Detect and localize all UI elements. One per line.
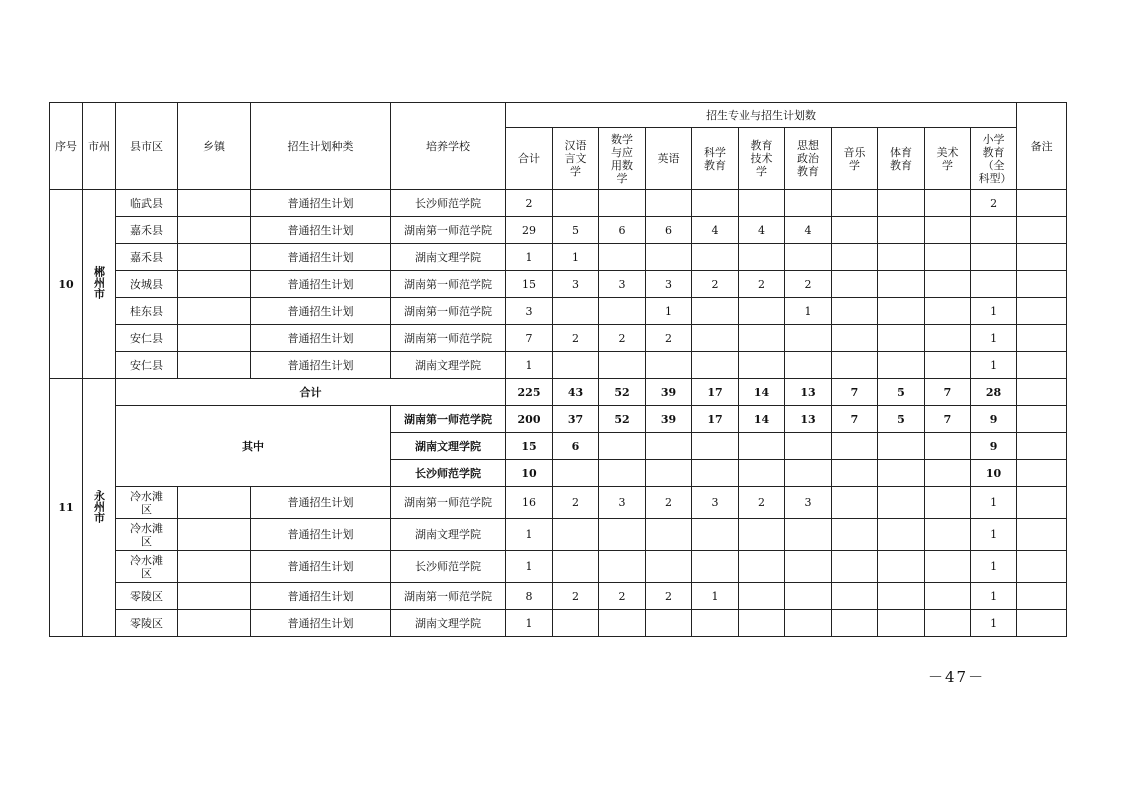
value-cell: 17 — [692, 379, 739, 406]
value-cell: 3 — [599, 487, 646, 519]
value-cell — [878, 217, 925, 244]
value-cell — [553, 298, 599, 325]
value-cell — [739, 551, 785, 583]
value-cell — [785, 433, 832, 460]
town-cell — [178, 325, 251, 352]
value-cell — [832, 487, 878, 519]
seq-cell: 11 — [50, 379, 83, 637]
value-cell: 2 — [599, 583, 646, 610]
town-cell — [178, 583, 251, 610]
value-cell: 2 — [692, 271, 739, 298]
remarks-cell — [1017, 379, 1067, 406]
value-cell: 1 — [506, 352, 553, 379]
value-cell — [925, 217, 971, 244]
table-row — [50, 244, 1067, 271]
remarks-cell — [1017, 551, 1067, 583]
value-cell — [878, 298, 925, 325]
city-cell — [83, 379, 116, 637]
value-cell: 5 — [878, 406, 925, 433]
enrollment-plan-table — [49, 102, 1067, 637]
town-cell — [178, 298, 251, 325]
value-cell — [646, 610, 692, 637]
school-cell: 湖南第一师范学院 — [391, 217, 506, 244]
value-cell — [832, 271, 878, 298]
plan-type-cell: 普通招生计划 — [251, 487, 391, 519]
town-cell — [178, 244, 251, 271]
table-body — [50, 103, 1067, 637]
county-cell: 冷水滩区 — [116, 519, 178, 551]
value-cell: 2 — [739, 487, 785, 519]
value-cell — [832, 298, 878, 325]
school-cell: 湖南第一师范学院 — [391, 487, 506, 519]
value-cell: 8 — [506, 583, 553, 610]
county-cell: 安仁县 — [116, 352, 178, 379]
value-cell: 4 — [739, 217, 785, 244]
value-cell: 2 — [506, 190, 553, 217]
school-cell: 湖南文理学院 — [391, 352, 506, 379]
value-cell: 16 — [506, 487, 553, 519]
value-cell: 1 — [971, 487, 1017, 519]
value-cell — [971, 244, 1017, 271]
town-cell — [178, 352, 251, 379]
value-cell: 3 — [785, 487, 832, 519]
remarks-cell — [1017, 244, 1067, 271]
value-cell — [646, 460, 692, 487]
value-cell — [646, 519, 692, 551]
value-cell: 225 — [506, 379, 553, 406]
value-cell — [739, 244, 785, 271]
plan-type-cell: 普通招生计划 — [251, 583, 391, 610]
value-cell — [925, 460, 971, 487]
value-cell: 2 — [785, 271, 832, 298]
value-cell — [878, 190, 925, 217]
table-row — [50, 519, 1067, 551]
school-cell: 湖南文理学院 — [391, 433, 506, 460]
value-cell: 5 — [878, 379, 925, 406]
plan-type-cell: 普通招生计划 — [251, 519, 391, 551]
value-cell — [692, 519, 739, 551]
value-cell — [832, 460, 878, 487]
value-cell — [553, 460, 599, 487]
value-cell: 3 — [646, 271, 692, 298]
value-cell — [785, 460, 832, 487]
value-cell: 1 — [785, 298, 832, 325]
county-cell: 零陵区 — [116, 610, 178, 637]
value-cell: 1 — [506, 244, 553, 271]
plan-type-cell: 普通招生计划 — [251, 551, 391, 583]
value-cell: 3 — [553, 271, 599, 298]
remarks-cell — [1017, 406, 1067, 433]
table-row — [50, 487, 1067, 519]
page-number: －47－ — [928, 668, 986, 686]
value-cell — [878, 352, 925, 379]
subject-header: 小学教育（全科型） — [971, 128, 1017, 190]
value-cell — [878, 551, 925, 583]
value-cell: 1 — [971, 352, 1017, 379]
value-cell: 1 — [971, 325, 1017, 352]
school-cell: 长沙师范学院 — [391, 460, 506, 487]
value-cell — [692, 551, 739, 583]
value-cell — [925, 551, 971, 583]
remarks-cell — [1017, 352, 1067, 379]
county-cell: 零陵区 — [116, 583, 178, 610]
value-cell — [646, 352, 692, 379]
county-cell: 嘉禾县 — [116, 244, 178, 271]
value-cell — [692, 460, 739, 487]
value-cell — [785, 583, 832, 610]
town-cell — [178, 190, 251, 217]
subject-header: 科学教育 — [692, 128, 739, 190]
value-cell — [832, 551, 878, 583]
subject-header: 教育技术学 — [739, 128, 785, 190]
value-cell: 1 — [971, 551, 1017, 583]
value-cell — [832, 352, 878, 379]
school-cell: 长沙师范学院 — [391, 190, 506, 217]
plan-type-cell: 普通招生计划 — [251, 271, 391, 298]
value-cell — [878, 244, 925, 271]
value-cell: 7 — [832, 406, 878, 433]
header-seq: 序号 — [50, 103, 83, 190]
plan-type-cell: 普通招生计划 — [251, 325, 391, 352]
value-cell — [785, 352, 832, 379]
remarks-cell — [1017, 190, 1067, 217]
value-cell — [553, 551, 599, 583]
value-cell: 2 — [599, 325, 646, 352]
value-cell — [878, 487, 925, 519]
plan-type-cell: 普通招生计划 — [251, 298, 391, 325]
table-row — [50, 325, 1067, 352]
value-cell — [739, 325, 785, 352]
county-cell: 嘉禾县 — [116, 217, 178, 244]
value-cell: 1 — [506, 610, 553, 637]
remarks-cell — [1017, 298, 1067, 325]
table-row — [50, 190, 1067, 217]
plan-type-cell: 普通招生计划 — [251, 217, 391, 244]
town-cell — [178, 610, 251, 637]
header-subject-group: 招生专业与招生计划数 — [506, 103, 1017, 128]
value-cell: 17 — [692, 406, 739, 433]
value-cell — [832, 519, 878, 551]
value-cell — [925, 487, 971, 519]
value-cell — [832, 217, 878, 244]
table-row — [50, 610, 1067, 637]
value-cell — [878, 433, 925, 460]
county-cell: 冷水滩区 — [116, 487, 178, 519]
value-cell — [553, 519, 599, 551]
table-row — [50, 551, 1067, 583]
county-cell: 安仁县 — [116, 325, 178, 352]
city-cell — [83, 190, 116, 379]
value-cell: 9 — [971, 433, 1017, 460]
remarks-cell — [1017, 487, 1067, 519]
town-cell — [178, 487, 251, 519]
value-cell — [925, 433, 971, 460]
of-which-row — [50, 406, 1067, 433]
value-cell: 7 — [832, 379, 878, 406]
school-cell: 湖南第一师范学院 — [391, 298, 506, 325]
header-plan-type: 招生计划种类 — [251, 103, 391, 190]
value-cell — [692, 610, 739, 637]
value-cell — [739, 190, 785, 217]
remarks-cell — [1017, 217, 1067, 244]
value-cell — [832, 325, 878, 352]
value-cell — [599, 433, 646, 460]
value-cell: 7 — [925, 379, 971, 406]
table-row — [50, 583, 1067, 610]
value-cell — [971, 271, 1017, 298]
school-cell: 湖南文理学院 — [391, 519, 506, 551]
school-cell: 湖南第一师范学院 — [391, 406, 506, 433]
value-cell — [925, 519, 971, 551]
value-cell: 39 — [646, 379, 692, 406]
value-cell — [832, 244, 878, 271]
city-label: 永州市 — [92, 489, 106, 523]
value-cell: 10 — [506, 460, 553, 487]
value-cell: 1 — [506, 551, 553, 583]
value-cell: 2 — [553, 487, 599, 519]
header-city: 市州 — [83, 103, 116, 190]
value-cell: 7 — [506, 325, 553, 352]
subject-header: 英语 — [646, 128, 692, 190]
header-school: 培养学校 — [391, 103, 506, 190]
table-row — [50, 352, 1067, 379]
value-cell: 14 — [739, 379, 785, 406]
county-cell: 冷水滩区 — [116, 551, 178, 583]
town-cell — [178, 519, 251, 551]
value-cell — [925, 352, 971, 379]
value-cell: 1 — [971, 583, 1017, 610]
remarks-cell — [1017, 433, 1067, 460]
value-cell — [599, 190, 646, 217]
value-cell: 1 — [553, 244, 599, 271]
plan-type-cell: 普通招生计划 — [251, 190, 391, 217]
value-cell — [785, 325, 832, 352]
value-cell — [599, 460, 646, 487]
value-cell — [925, 325, 971, 352]
value-cell — [739, 433, 785, 460]
remarks-cell — [1017, 610, 1067, 637]
value-cell — [925, 244, 971, 271]
plan-type-cell: 普通招生计划 — [251, 352, 391, 379]
subject-header: 美术学 — [925, 128, 971, 190]
subject-header: 思想政治教育 — [785, 128, 832, 190]
value-cell — [692, 325, 739, 352]
value-cell — [925, 190, 971, 217]
value-cell: 5 — [553, 217, 599, 244]
county-cell: 汝城县 — [116, 271, 178, 298]
value-cell: 200 — [506, 406, 553, 433]
value-cell — [692, 352, 739, 379]
value-cell — [692, 433, 739, 460]
value-cell: 39 — [646, 406, 692, 433]
subject-header: 合计 — [506, 128, 553, 190]
remarks-cell — [1017, 460, 1067, 487]
header-town: 乡镇 — [178, 103, 251, 190]
remarks-cell — [1017, 519, 1067, 551]
value-cell — [599, 519, 646, 551]
town-cell — [178, 217, 251, 244]
value-cell — [785, 244, 832, 271]
value-cell: 3 — [692, 487, 739, 519]
value-cell — [553, 610, 599, 637]
value-cell — [692, 244, 739, 271]
value-cell: 1 — [646, 298, 692, 325]
school-cell: 长沙师范学院 — [391, 551, 506, 583]
table-row — [50, 271, 1067, 298]
value-cell: 15 — [506, 433, 553, 460]
value-cell: 2 — [739, 271, 785, 298]
table-row — [50, 217, 1067, 244]
value-cell — [925, 271, 971, 298]
county-cell: 临武县 — [116, 190, 178, 217]
value-cell — [785, 551, 832, 583]
value-cell — [785, 519, 832, 551]
value-cell — [646, 190, 692, 217]
value-cell: 1 — [971, 519, 1017, 551]
value-cell — [692, 190, 739, 217]
value-cell — [599, 244, 646, 271]
value-cell: 7 — [925, 406, 971, 433]
value-cell: 2 — [646, 325, 692, 352]
school-cell: 湖南第一师范学院 — [391, 325, 506, 352]
value-cell: 4 — [785, 217, 832, 244]
school-cell: 湖南文理学院 — [391, 610, 506, 637]
value-cell — [925, 298, 971, 325]
value-cell — [646, 551, 692, 583]
total-label: 合计 — [116, 379, 506, 406]
subject-header: 体育教育 — [878, 128, 925, 190]
value-cell — [646, 244, 692, 271]
remarks-cell — [1017, 583, 1067, 610]
plan-type-cell: 普通招生计划 — [251, 610, 391, 637]
value-cell: 13 — [785, 406, 832, 433]
value-cell — [739, 460, 785, 487]
header-county: 县市区 — [116, 103, 178, 190]
header-remarks: 备注 — [1017, 103, 1067, 190]
value-cell — [832, 583, 878, 610]
value-cell — [878, 583, 925, 610]
value-cell: 6 — [646, 217, 692, 244]
subject-header: 数学与应用数学 — [599, 128, 646, 190]
value-cell: 28 — [971, 379, 1017, 406]
value-cell — [739, 583, 785, 610]
value-cell — [739, 519, 785, 551]
value-cell: 4 — [692, 217, 739, 244]
value-cell: 14 — [739, 406, 785, 433]
table-row — [50, 298, 1067, 325]
value-cell: 6 — [553, 433, 599, 460]
value-cell — [832, 610, 878, 637]
value-cell: 52 — [599, 379, 646, 406]
value-cell: 2 — [553, 583, 599, 610]
school-cell: 湖南第一师范学院 — [391, 583, 506, 610]
value-cell — [832, 190, 878, 217]
subject-header: 音乐学 — [832, 128, 878, 190]
value-cell — [599, 298, 646, 325]
value-cell: 1 — [506, 519, 553, 551]
school-cell: 湖南文理学院 — [391, 244, 506, 271]
value-cell: 9 — [971, 406, 1017, 433]
value-cell — [925, 583, 971, 610]
header-row-1 — [50, 103, 1067, 128]
value-cell: 1 — [971, 610, 1017, 637]
remarks-cell — [1017, 325, 1067, 352]
value-cell — [878, 610, 925, 637]
value-cell: 1 — [971, 298, 1017, 325]
value-cell: 3 — [506, 298, 553, 325]
value-cell — [553, 352, 599, 379]
value-cell — [739, 352, 785, 379]
value-cell: 43 — [553, 379, 599, 406]
of-which-label: 其中 — [116, 406, 391, 487]
value-cell: 52 — [599, 406, 646, 433]
value-cell — [692, 298, 739, 325]
town-cell — [178, 271, 251, 298]
value-cell — [646, 433, 692, 460]
value-cell: 3 — [599, 271, 646, 298]
school-cell: 湖南第一师范学院 — [391, 271, 506, 298]
value-cell — [785, 610, 832, 637]
value-cell — [553, 190, 599, 217]
value-cell — [971, 217, 1017, 244]
value-cell — [878, 519, 925, 551]
value-cell — [785, 190, 832, 217]
value-cell — [878, 271, 925, 298]
value-cell: 2 — [646, 583, 692, 610]
subject-header: 汉语言文学 — [553, 128, 599, 190]
value-cell: 1 — [692, 583, 739, 610]
value-cell — [599, 610, 646, 637]
remarks-cell — [1017, 271, 1067, 298]
seq-cell: 10 — [50, 190, 83, 379]
total-row — [50, 379, 1067, 406]
value-cell: 13 — [785, 379, 832, 406]
value-cell — [599, 551, 646, 583]
value-cell — [739, 610, 785, 637]
plan-type-cell: 普通招生计划 — [251, 244, 391, 271]
value-cell — [878, 460, 925, 487]
value-cell — [832, 433, 878, 460]
value-cell — [599, 352, 646, 379]
value-cell: 2 — [971, 190, 1017, 217]
value-cell — [739, 298, 785, 325]
city-label: 郴州市 — [92, 266, 106, 299]
town-cell — [178, 551, 251, 583]
value-cell: 6 — [599, 217, 646, 244]
value-cell — [878, 325, 925, 352]
value-cell: 2 — [646, 487, 692, 519]
county-cell: 桂东县 — [116, 298, 178, 325]
value-cell: 15 — [506, 271, 553, 298]
value-cell: 29 — [506, 217, 553, 244]
value-cell: 2 — [553, 325, 599, 352]
value-cell: 10 — [971, 460, 1017, 487]
value-cell — [925, 610, 971, 637]
value-cell: 37 — [553, 406, 599, 433]
